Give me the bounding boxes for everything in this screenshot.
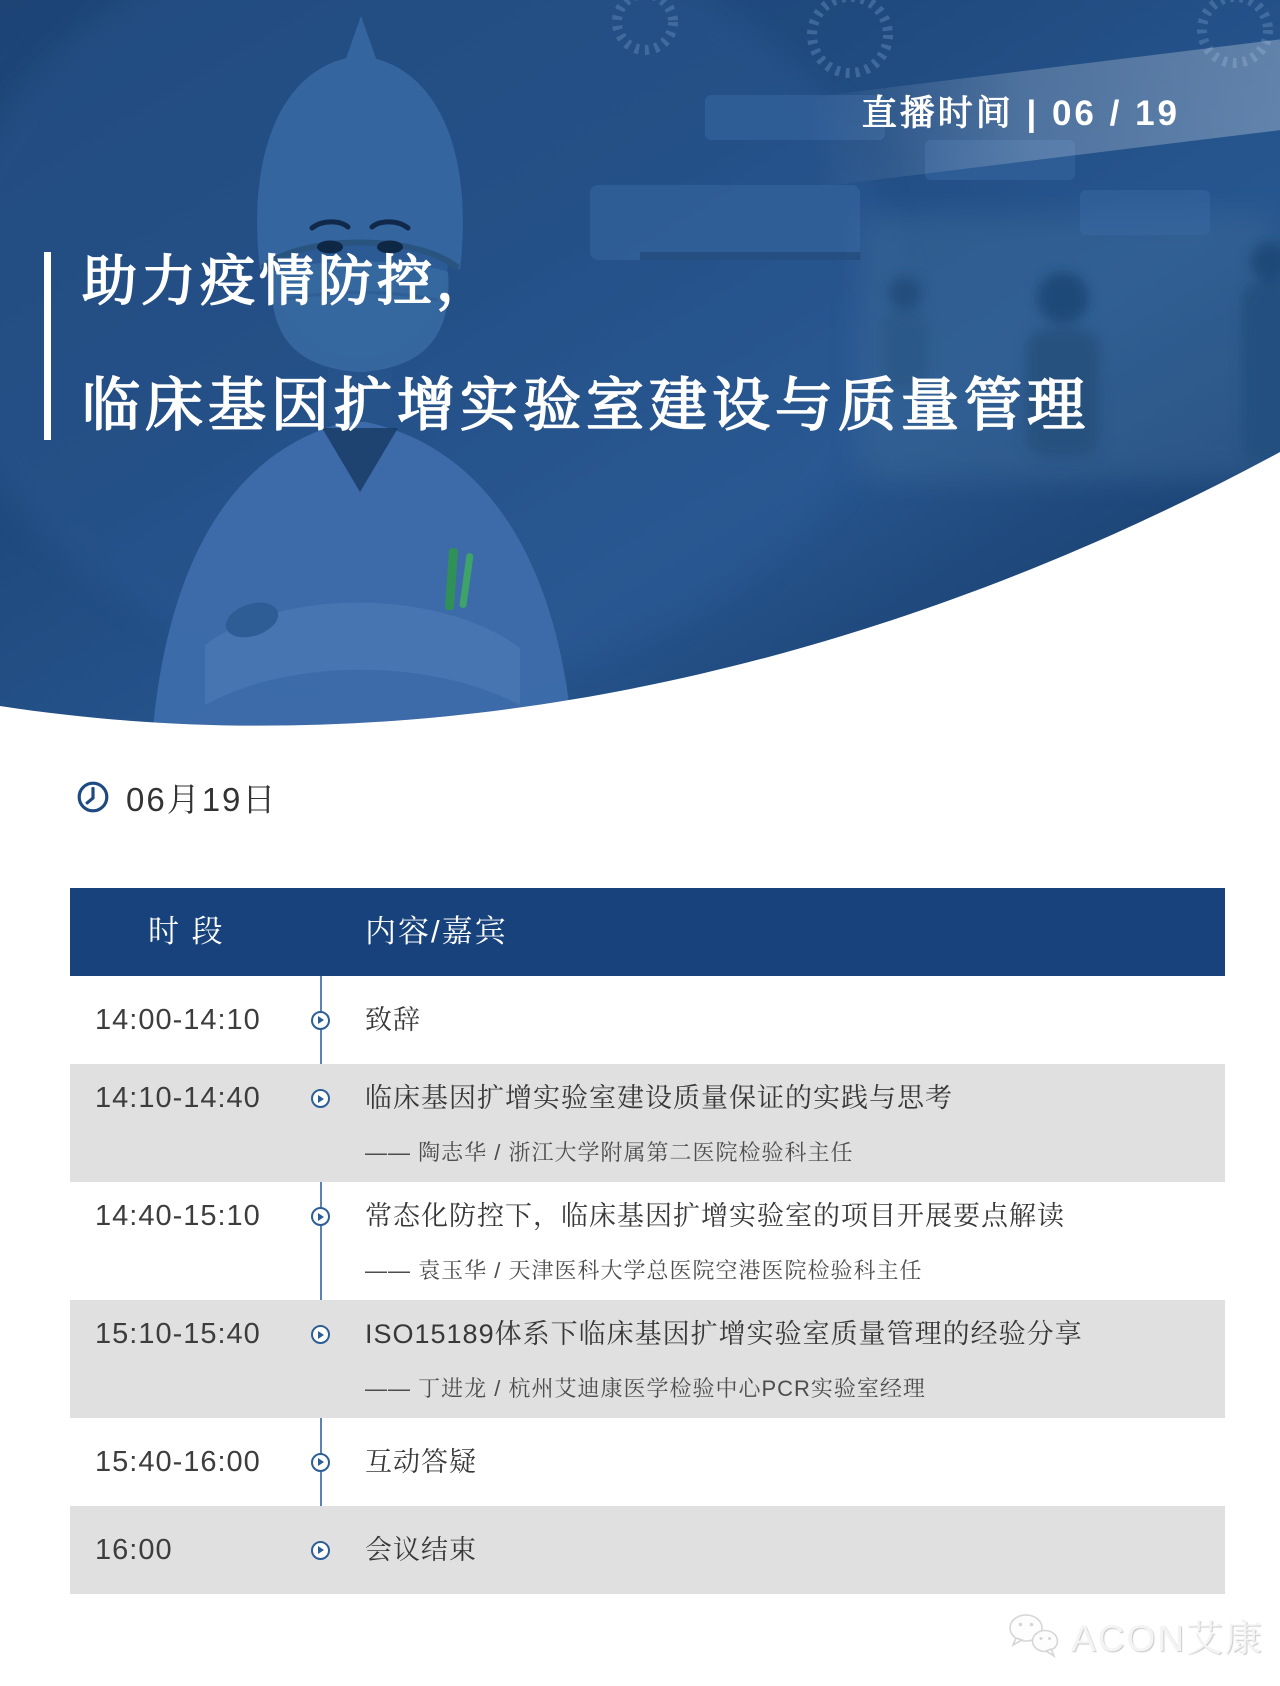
row-title: 互动答疑 bbox=[365, 1447, 477, 1477]
brand-name: ACON艾康 bbox=[1071, 1618, 1264, 1659]
table-row bbox=[70, 1182, 1225, 1300]
row-time: 14:00-14:10 bbox=[95, 1004, 261, 1036]
row-speaker: —— 陶志华 / 浙江大学附属第二医院检验科主任 bbox=[365, 1140, 854, 1165]
poster-title-line2: 临床基因扩增实验室建设与质量管理 bbox=[82, 373, 1091, 438]
play-marker-icon bbox=[311, 1011, 330, 1030]
wechat-icon bbox=[1005, 1611, 1063, 1659]
row-title: 常态化防控下，临床基因扩增实验室的项目开展要点解读 bbox=[365, 1201, 1065, 1231]
schedule-table bbox=[70, 888, 1225, 1594]
column-header-content: 内容/嘉宾 bbox=[365, 914, 508, 949]
play-marker-icon bbox=[311, 1453, 330, 1472]
play-marker-icon bbox=[311, 1207, 330, 1226]
brand-watermark bbox=[1005, 1608, 1264, 1662]
table-header bbox=[70, 888, 1225, 976]
table-row bbox=[70, 1418, 1225, 1506]
live-time-label: 直播时间 | 06 / 19 bbox=[861, 94, 1180, 133]
hero-banner bbox=[0, 0, 1280, 770]
column-header-time: 时 段 bbox=[148, 914, 225, 949]
schedule-date: 06月19日 bbox=[126, 780, 278, 818]
table-row bbox=[70, 976, 1225, 1064]
row-title: ISO15189体系下临床基因扩增实验室质量管理的经验分享 bbox=[365, 1319, 1083, 1349]
play-marker-icon bbox=[311, 1541, 330, 1560]
play-marker-icon bbox=[311, 1089, 330, 1108]
row-title: 致辞 bbox=[365, 1005, 421, 1035]
row-title: 临床基因扩增实验室建设质量保证的实践与思考 bbox=[365, 1083, 953, 1113]
table-body bbox=[70, 976, 1225, 1594]
row-time: 14:10-14:40 bbox=[95, 1082, 261, 1114]
row-time: 16:00 bbox=[95, 1534, 173, 1566]
row-time: 14:40-15:10 bbox=[95, 1200, 261, 1232]
row-speaker: —— 丁进龙 / 杭州艾迪康医学检验中心PCR实验室经理 bbox=[365, 1376, 926, 1401]
table-row bbox=[70, 1300, 1225, 1418]
schedule-date-row bbox=[70, 778, 1225, 816]
row-speaker: —— 袁玉华 / 天津医科大学总医院空港医院检验科主任 bbox=[365, 1258, 923, 1283]
schedule-section bbox=[70, 778, 1225, 1594]
table-row bbox=[70, 1064, 1225, 1182]
row-time: 15:40-16:00 bbox=[95, 1446, 261, 1478]
play-marker-icon bbox=[311, 1325, 330, 1344]
poster-title-line1: 助力疫情防控， bbox=[82, 250, 496, 312]
table-row bbox=[70, 1506, 1225, 1594]
row-time: 15:10-15:40 bbox=[95, 1318, 261, 1350]
clock-icon bbox=[76, 780, 110, 814]
title-accent-bar bbox=[44, 252, 51, 440]
row-title: 会议结束 bbox=[365, 1535, 477, 1565]
